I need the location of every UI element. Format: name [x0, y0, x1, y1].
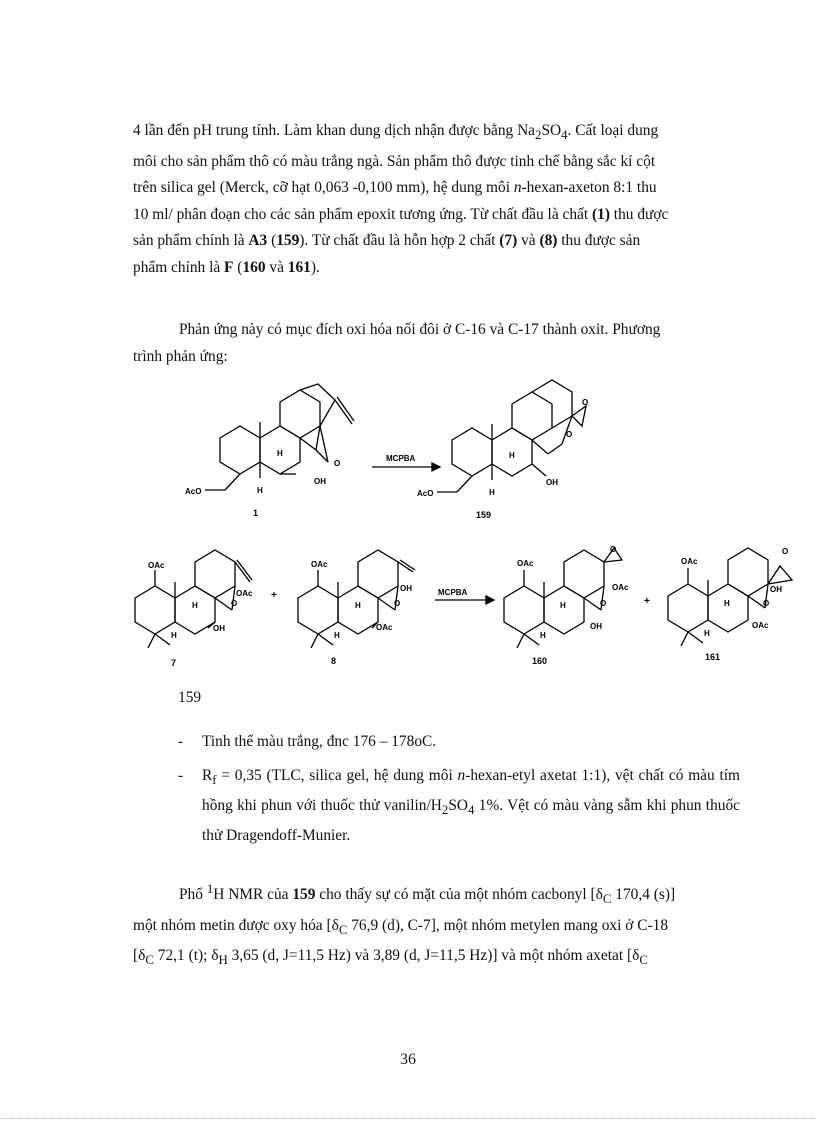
group-label: H — [355, 601, 361, 610]
compound-label: 7 — [171, 658, 177, 668]
group-label: OH — [770, 585, 782, 594]
group-label: OH — [546, 478, 558, 487]
structure-compound-159 — [437, 380, 589, 492]
group-label: OAc — [752, 621, 769, 630]
structure-compound-1 — [205, 384, 354, 490]
group-label: H — [257, 486, 263, 495]
group-label: OAc — [376, 623, 393, 632]
group-label: H — [334, 631, 340, 640]
compound-section-label: 159 — [178, 689, 202, 706]
group-label: H — [192, 601, 198, 610]
group-label: H — [704, 629, 710, 638]
text-line: Phổ $^1$H NMR của 159 cho thấy sự có mặt của một nhóm cacbonyl [$\delta_C$ 170,4 (s)] — [179, 882, 676, 907]
group-label: O — [394, 599, 401, 608]
group-label: OH — [590, 622, 602, 631]
group-label: O — [231, 599, 238, 608]
group-label: O — [610, 545, 617, 554]
group-label: H — [560, 601, 566, 610]
reagent-label: MCPBA — [438, 588, 468, 597]
group-label: OAc — [612, 583, 629, 592]
compound-label: 159 — [476, 510, 492, 520]
group-label: O — [782, 547, 789, 556]
list-item: - $R_f = 0,35$ (TLC, silica gel, hệ dung môi n-hexan-etyl axetat 1:1), vệt chất có màu tím hồng khi phun với thuốc thử vanilin/$H_2SO_4$ 1%. Vệt có màu vàng sẫm khi phun thuốc thử Dragendoff-Munier. — [178, 767, 740, 845]
group-label: OAc — [148, 561, 165, 570]
list-item: - Tinh thể màu trắng, đnc 176 – 178oC. — [178, 733, 437, 750]
group-label: OAc — [681, 557, 698, 566]
group-label: OH — [213, 624, 225, 633]
page-border — [0, 1118, 816, 1119]
group-label: OH — [400, 584, 412, 593]
paragraph-nmr — [133, 876, 739, 974]
group-label: AcO — [417, 489, 434, 498]
group-label: OAc — [236, 589, 253, 598]
plus-sign: + — [271, 590, 277, 601]
compound-label: 160 — [532, 656, 548, 666]
group-label: O — [763, 599, 770, 608]
text-line: 4 lần đến pH trung tính. Làm khan dung dịch nhận được bằng $Na_2SO_4$. Cất loại dung — [133, 122, 659, 143]
text-line: trình phản ứng: — [133, 347, 228, 365]
group-label: H — [540, 631, 546, 640]
text-line: sản phẩm chính là A3 (159). Từ chất đầu là hỗn hợp 2 chất (7) và (8) thu được sản — [133, 232, 641, 250]
text-line: [$\delta_C$ 72,1 (t); $\delta_H$ 3,65 (d, J=11,5 Hz) và 3,89 (d, J=11,5 Hz)] và một nhóm axetat [$\delta_C$ — [133, 947, 648, 968]
text-line: 10 ml/ phân đoạn cho các sản phẩm epoxit tương ứng. Từ chất đầu là chất (1) thu được — [133, 205, 669, 223]
compound-label: 1 — [253, 508, 259, 518]
group-label: OAc — [311, 560, 328, 569]
group-label: H — [171, 631, 177, 640]
group-label: O — [582, 398, 589, 407]
group-label: OH — [314, 477, 326, 486]
group-label: O — [334, 459, 341, 468]
group-label: OAc — [517, 559, 534, 568]
group-label: AcO — [185, 487, 202, 496]
text-line: một nhóm metin được oxy hóa [$\delta_C$ 76,9 (d), C-7], một nhóm metylen mang oxi ở C-18 — [133, 916, 669, 937]
group-label: H — [489, 488, 495, 497]
text-line: trên silica gel (Merck, cỡ hạt 0,063 -0,100 mm), hệ dung môi n-hexan-axeton 8:1 thu — [133, 179, 657, 197]
group-label: O — [600, 599, 607, 608]
group-label: H — [277, 449, 283, 458]
property-list — [178, 729, 740, 857]
compound-label: 8 — [331, 656, 337, 666]
group-label: H — [509, 451, 515, 460]
text-line: Phản ứng này có mục đích oxi hóa nối đôi ở C-16 và C-17 thành oxit. Phương — [179, 321, 661, 338]
plus-sign: + — [644, 596, 650, 607]
page-number: 36 — [400, 1051, 416, 1068]
group-label: O — [566, 430, 573, 439]
text-line: phẩm chính là F (160 và 161). — [133, 258, 320, 276]
group-label: H — [724, 599, 730, 608]
compound-label: 161 — [705, 652, 721, 662]
reagent-label: MCPBA — [386, 454, 416, 463]
text-line: môi cho sản phẩm thô có màu trắng ngà. Sản phẩm thô được tinh chế bằng sắc kí cột — [133, 152, 656, 170]
